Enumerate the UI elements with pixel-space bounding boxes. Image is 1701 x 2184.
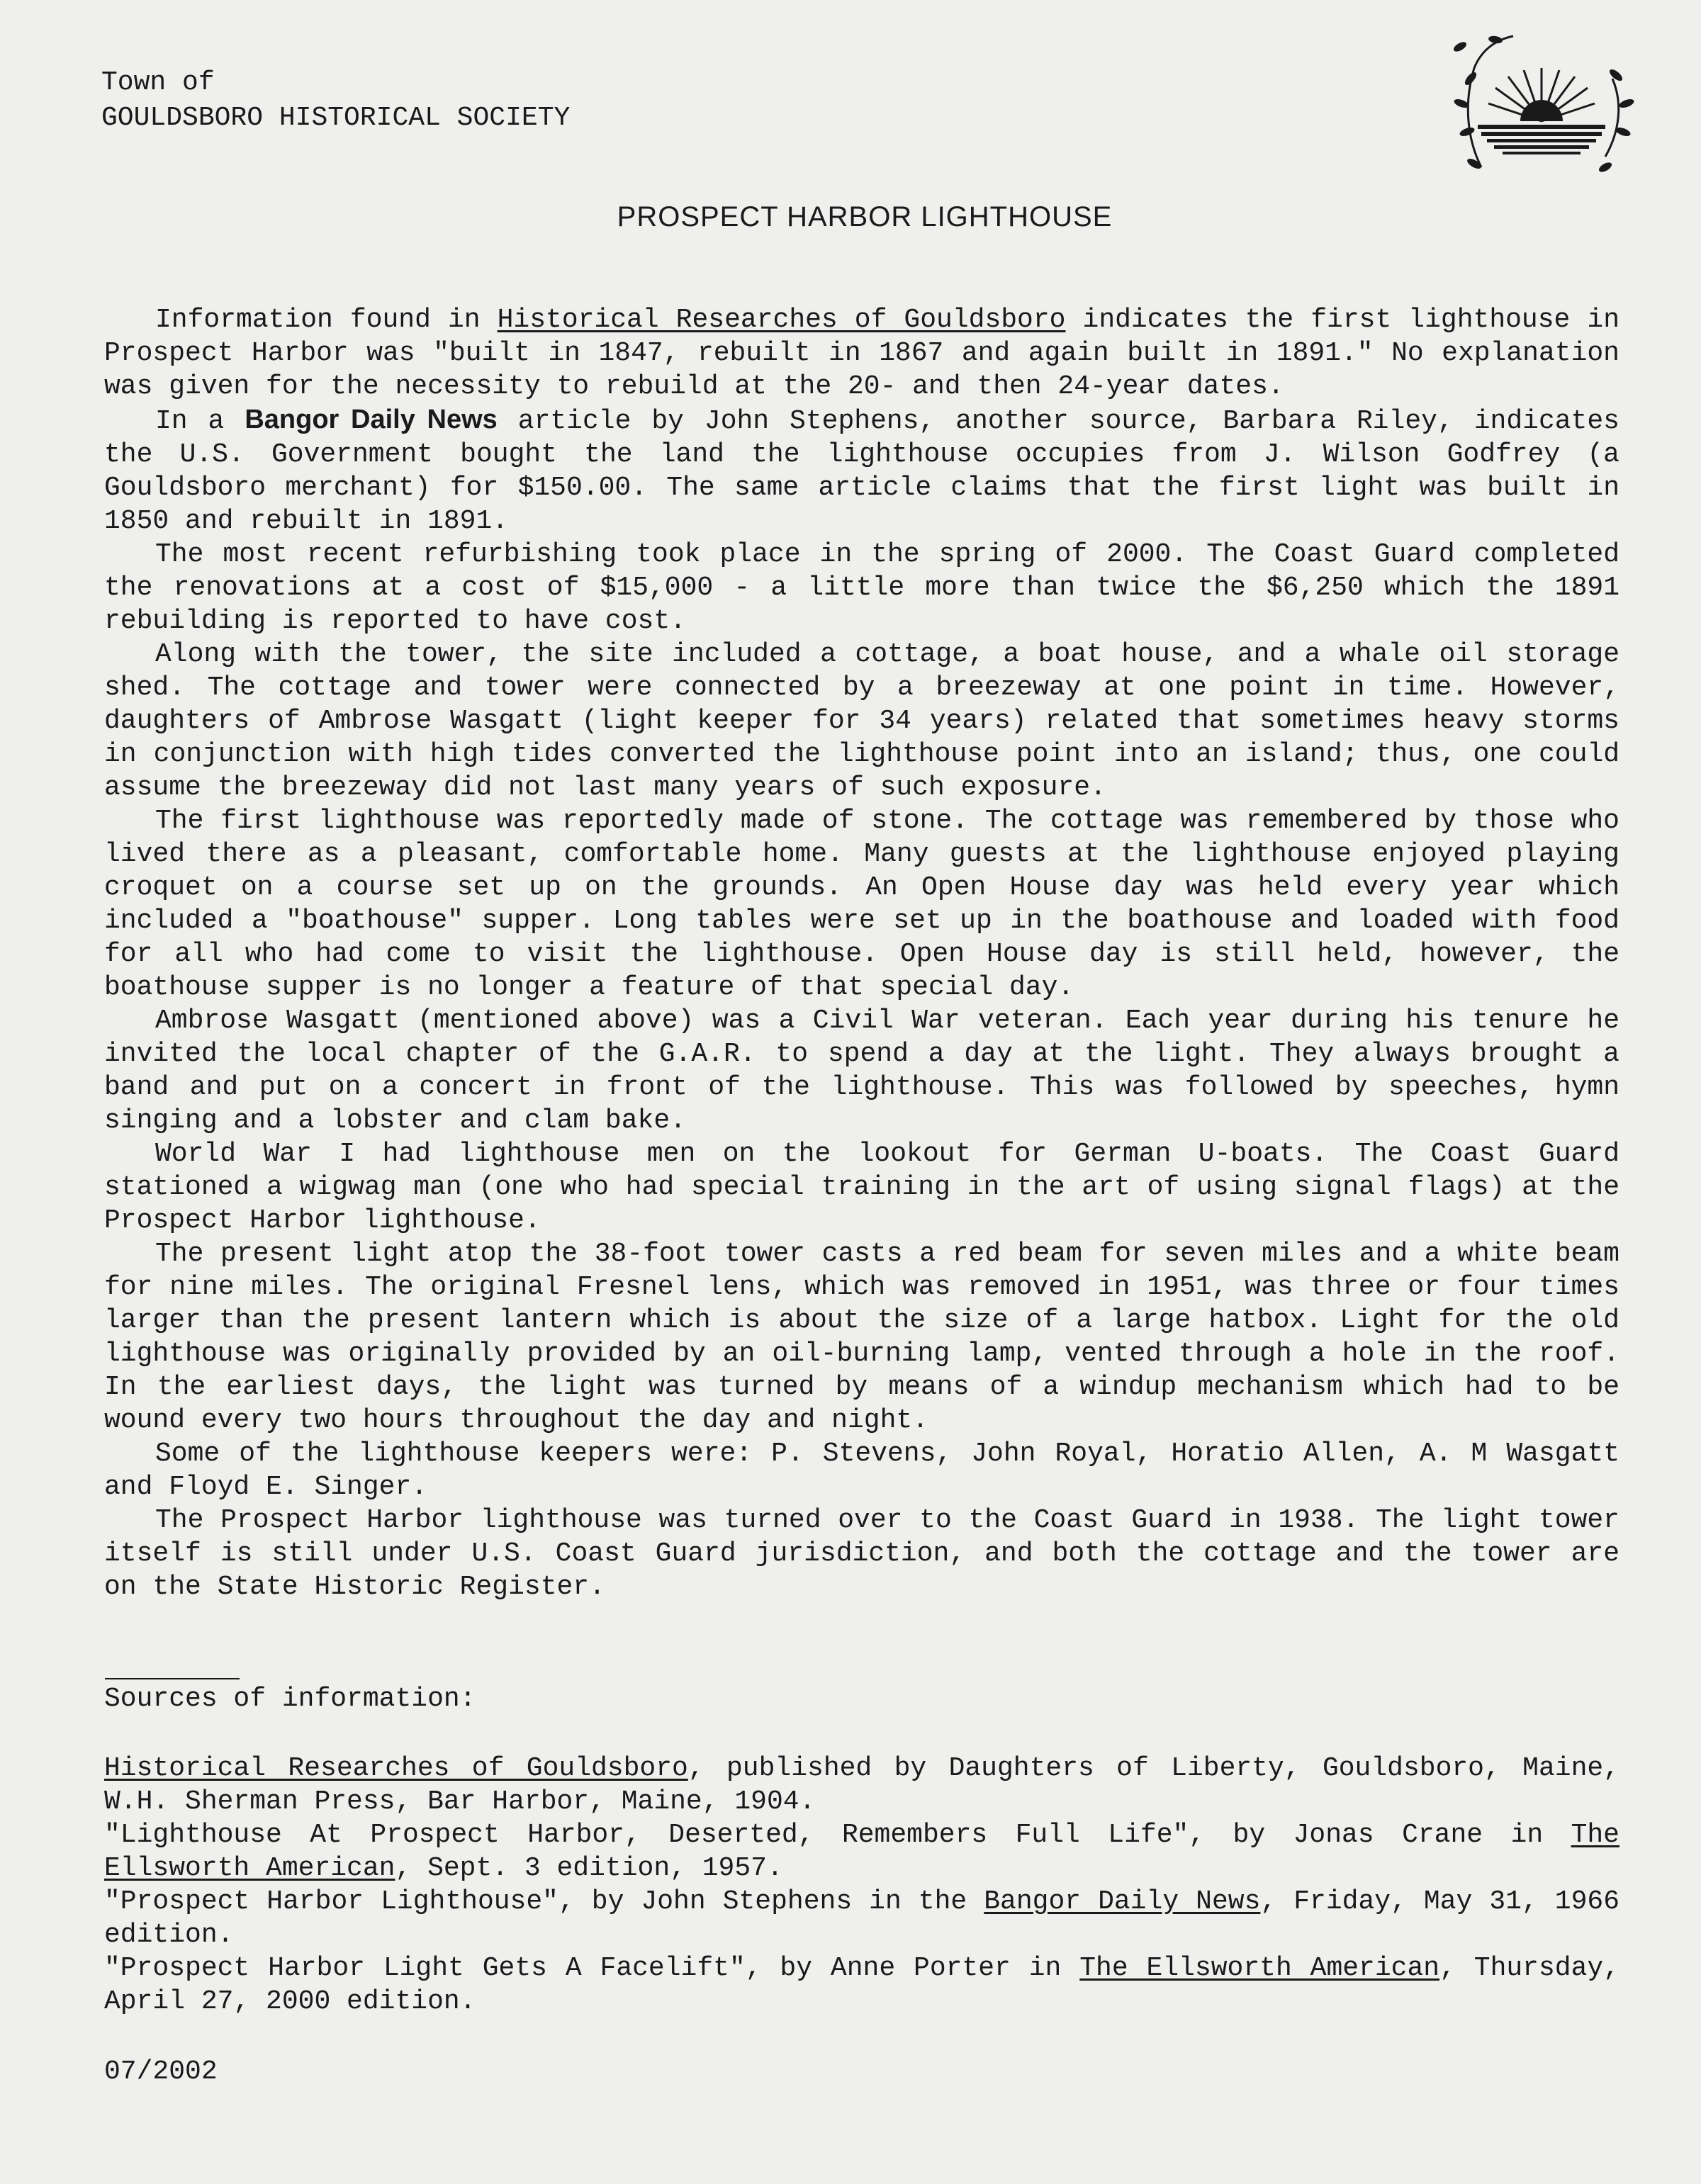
book-title: Historical Researches of Gouldsboro bbox=[497, 305, 1066, 335]
article-body bbox=[104, 303, 1619, 1604]
paragraph: Along with the tower, the site included a cottage, a boat house, and a whale oil storage shed. The cottage and tower were connected by a breezeway at one point in time. However, daughters of Ambrose Wasgatt (light keeper for 34 years) related that sometimes heavy storms in conjunction with high tides converted the lighthouse point into an island; thus, one could assume the breezeway did not last many years of such exposure. bbox=[104, 639, 1619, 803]
text: Information found in bbox=[155, 305, 498, 335]
header bbox=[101, 65, 570, 136]
text: "Prospect Harbor Lighthouse", by John Stephens in the bbox=[104, 1886, 984, 1917]
footnote-divider bbox=[105, 1678, 240, 1679]
text: "Prospect Harbor Light Gets A Facelift", by Anne Porter in bbox=[104, 1953, 1080, 1983]
text: , Friday, May 31, 1966 edition. bbox=[104, 1886, 1619, 1950]
newspaper-title: Bangor Daily News bbox=[984, 1886, 1261, 1917]
sunrise-over-water-seal-icon bbox=[1446, 26, 1637, 187]
text: , Sept. 3 edition, 1957. bbox=[395, 1853, 783, 1884]
text: article by John Stephens, another source, Barbara Riley, indicates the U.S. Government bought the land the lighthouse occupies from J. Wilson Godfrey (a Gouldsboro merchant) for $150.00. The same article claims that the first light was built in 1850 and rebuilt in 1891. bbox=[104, 406, 1619, 536]
source-item bbox=[104, 1885, 1619, 1952]
sources-heading: Sources of information: bbox=[104, 1684, 476, 1714]
book-title: Historical Researches of Gouldsboro bbox=[104, 1753, 688, 1784]
paragraph: Ambrose Wasgatt (mentioned above) was a Civil War veteran. Each year during his tenure he invited the local chapter of the G.A.R. to spend a day at the light. They always brought a band and put on a concert in front of the lighthouse. This was followed by speeches, hymn singing and a lobster and clam bake. bbox=[104, 1006, 1619, 1136]
paragraph: World War I had lighthouse men on the lookout for German U-boats. The Coast Guard stationed a wigwag man (one who had special training in the art of using signal flags) at the Prospect Harbor lighthouse. bbox=[104, 1139, 1619, 1236]
paragraph bbox=[104, 403, 1619, 538]
sources-list bbox=[104, 1752, 1619, 2018]
text: In a bbox=[155, 406, 245, 437]
header-town: Town of bbox=[101, 67, 215, 98]
newspaper-title: The Ellsworth American bbox=[1079, 1953, 1440, 1983]
source-item bbox=[104, 1752, 1619, 1818]
newspaper-name: Bangor Daily News bbox=[245, 405, 498, 434]
newspaper-title: The Ellsworth American bbox=[104, 1820, 1619, 1884]
text: "Lighthouse At Prospect Harbor, Deserted, Remembers Full Life", by Jonas Crane in bbox=[104, 1820, 1571, 1850]
paragraph: The present light atop the 38-foot tower casts a red beam for seven miles and a white beam for nine miles. The original Fresnel lens, which was removed in 1951, was three or four times larger than the present lantern which is about the size of a large hatbox. Light for the old lighthouse was originally provided by an oil-burning lamp, vented through a hole in the roof. In the earliest days, the light was turned by means of a windup mechanism which had to be wound every two hours throughout the day and night. bbox=[104, 1239, 1619, 1436]
header-society: GOULDSBORO HISTORICAL SOCIETY bbox=[101, 103, 571, 133]
source-item bbox=[104, 1818, 1619, 1885]
paragraph: The most recent refurbishing took place in the spring of 2000. The Coast Guard completed the renovations at a cost of $15,000 - a little more than twice the $6,250 which the 1891 rebuilding is reported to have cost. bbox=[104, 539, 1619, 636]
text: , Thursday, April 27, 2000 edition. bbox=[104, 1953, 1619, 2017]
source-item bbox=[104, 1952, 1619, 2018]
paragraph bbox=[104, 303, 1619, 403]
text: indicates the first lighthouse in Prospect Harbor was "built in 1847, rebuilt in 1867 and again built in 1891." No explanation was given for the necessity to rebuild at the 20- and then 24-year dates. bbox=[104, 305, 1619, 402]
paragraph: The Prospect Harbor lighthouse was turned over to the Coast Guard in 1938. The light tower itself is still under U.S. Coast Guard jurisdiction, and both the cottage and the tower are on the State Historic Register. bbox=[104, 1505, 1619, 1602]
document-date: 07/2002 bbox=[104, 2056, 218, 2087]
paragraph: The first lighthouse was reportedly made of stone. The cottage was remembered by those who lived there as a pleasant, comfortable home. Many guests at the lighthouse enjoyed playing croquet on a course set up on the grounds. An Open House day was held every year which included a "boathouse" supper. Long tables were set up in the boathouse and loaded with food for all who had come to visit the lighthouse. Open House day is still held, however, the boathouse supper is no longer a feature of that special day. bbox=[104, 806, 1619, 1003]
text: , published by Daughters of Liberty, Gouldsboro, Maine, W.H. Sherman Press, Bar Harbor, Maine, 1904. bbox=[104, 1753, 1619, 1817]
paragraph: Some of the lighthouse keepers were: P. Stevens, John Royal, Horatio Allen, A. M Wasgatt and Floyd E. Singer. bbox=[104, 1439, 1619, 1502]
document-title: PROSPECT HARBOR LIGHTHOUSE bbox=[617, 201, 1113, 232]
